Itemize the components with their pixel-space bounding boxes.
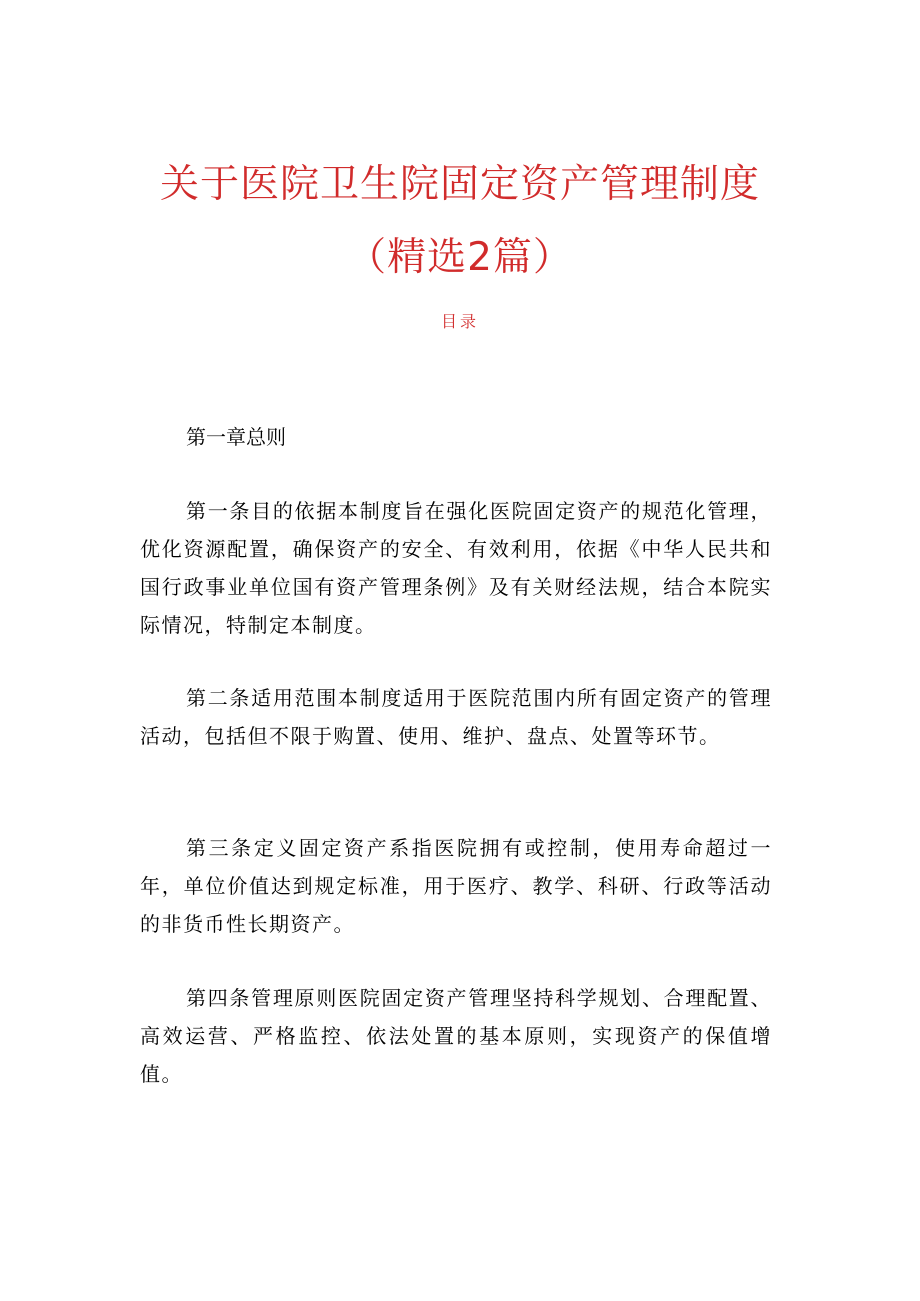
article-paragraph-4: 第四条管理原则医院固定资产管理坚持科学规划、合理配置、高效运营、严格监控、依法处置的基本原则，实现资产的保值增值。 — [140, 986, 772, 1086]
article-paragraph-3: 第三条定义固定资产系指医院拥有或控制，使用寿命超过一年，单位价值达到规定标准，用于医疗、教学、科研、行政等活动的非货币性长期资产。 — [140, 836, 772, 936]
article-paragraph-1: 第一条目的依据本制度旨在强化医院固定资产的规范化管理，优化资源配置，确保资产的安全、有效利用，依据《中华人民共和国行政事业单位国有资产管理条例》及有关财经法规，结合本院实际情况，特制定本制度。 — [140, 499, 772, 637]
document-title-line-2: （精选2篇） — [347, 235, 573, 280]
document-title-line-1: 关于医院卫生院固定资产管理制度 — [159, 162, 760, 207]
chapter-heading: 第一章总则 — [186, 425, 286, 449]
table-of-contents-label: 目录 — [440, 312, 479, 331]
article-paragraph-2: 第二条适用范围本制度适用于医院范围内所有固定资产的管理活动，包括但不限于购置、使用、维护、盘点、处置等环节。 — [140, 686, 772, 748]
